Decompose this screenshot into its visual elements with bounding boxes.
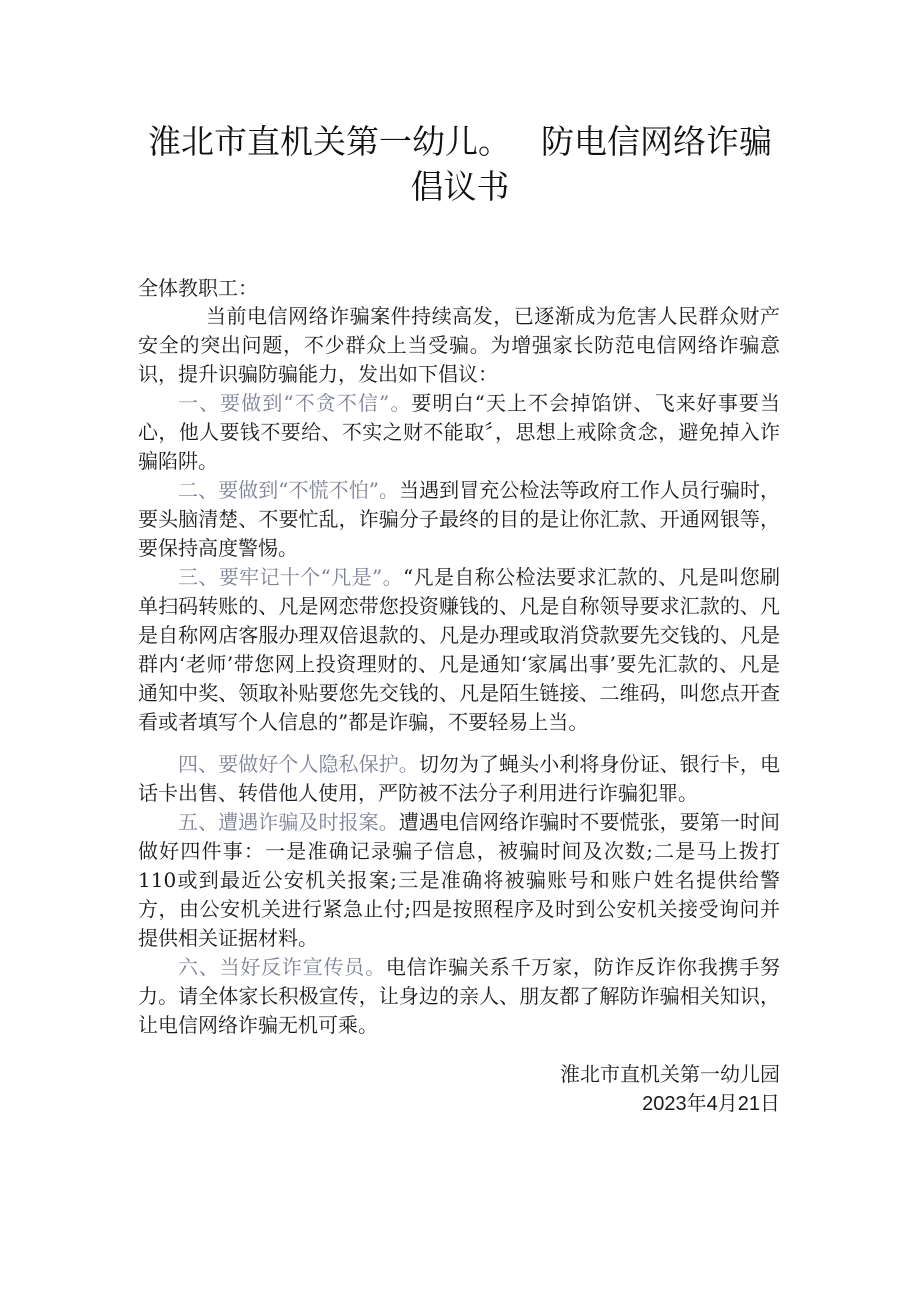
title-topic: 防电信网络诈骗 (541, 122, 772, 161)
item-1-text: 要明白“天上不会掉馅饼、飞来好事要当心，他人要钱不要给、不实之财不能取〞，思想上戒除贪念，避免掉入诈骗陷阱。 (138, 391, 780, 473)
item-6-text: 电信诈骗关系千万家，防诈反诈你我携手努力。请全体家长积极宣传，让身边的亲人、朋友都了解防诈骗相关知识，让电信网络诈骗无机可乘。 (138, 955, 781, 1037)
document-title-line-1 (0, 116, 920, 163)
signature-date: 2023年4月21日 (642, 1093, 780, 1115)
item-3-paragraph (138, 563, 780, 737)
item-6-heading: 六、当好反诈宣传员。 (178, 955, 386, 979)
item-1-paragraph (138, 389, 780, 476)
item-1-heading: 一、要做到“不贪不信”。 (178, 391, 412, 415)
item-4-heading: 四、要做好个人隐私保护。 (178, 752, 419, 776)
item-6-paragraph (138, 953, 780, 1040)
item-4-text: 切勿为了蝇头小利将身份证、银行卡，电话卡出售、转借他人使用，严防被不法分子利用进行诈骗犯罪。 (138, 752, 781, 805)
item-5-heading: 五、遭遇诈骗及时报案。 (178, 810, 399, 834)
item-2-text: 当遇到冒充公检法等政府工作人员行骗时，要头脑清楚、不要忙乱，诈骗分子最终的目的是让你汇款、开通网银等，要保持高度警惕。 (138, 478, 781, 560)
item-5-text: 遭遇电信网络诈骗时不要慌张，要第一时间做好四件事：一是准确记录骗子信息，被骗时间及次数;二是马上拨打110或到最近公安机关报案;三是准确将被骗账号和账户姓名提供给警方，由公安机关进行紧急止付;四是按照程序及时到公安机关接受询问并提供相关证据材料。 (138, 810, 781, 950)
item-3-heading: 三、要牢记十个“凡是”。 (178, 565, 403, 589)
salutation: 全体教职工： (138, 276, 258, 300)
intro-paragraph: 当前电信网络诈骗案件持续高发，已逐渐成为危害人民群众财产安全的突出问题，不少群众上当受骗。为增强家长防范电信网络诈骗意识，提升识骗防骗能力，发出如下倡议： (138, 304, 780, 386)
signature-organization: 淮北市直机关第一幼儿园 (560, 1062, 780, 1086)
item-5-paragraph (138, 808, 780, 953)
item-3-text: “凡是自称公检法要求汇款的、凡是叫您刷单扫码转账的、凡是网恋带您投资赚钱的、凡是自称领导要求汇款的、凡是自称网店客服办理双倍退款的、凡是办理或取消贷款要先交钱的、凡是群内‘老师’带您网上投资理财的、凡是通知‘家属出事’要先汇款的、凡是通知中奖、领取补贴要您先交钱的、凡是陌生链接、二维码，叫您点开查看或者填写个人信息的”都是诈骗，不要轻易上当。 (138, 565, 780, 734)
item-2-paragraph (138, 476, 780, 563)
item-4-paragraph (138, 750, 780, 808)
document-title-line-2: 倡议书 (410, 167, 510, 206)
item-2-heading: 二、要做到“不慌不怕”。 (178, 478, 400, 502)
title-school-name: 淮北市直机关第一幼儿。 (148, 122, 511, 161)
